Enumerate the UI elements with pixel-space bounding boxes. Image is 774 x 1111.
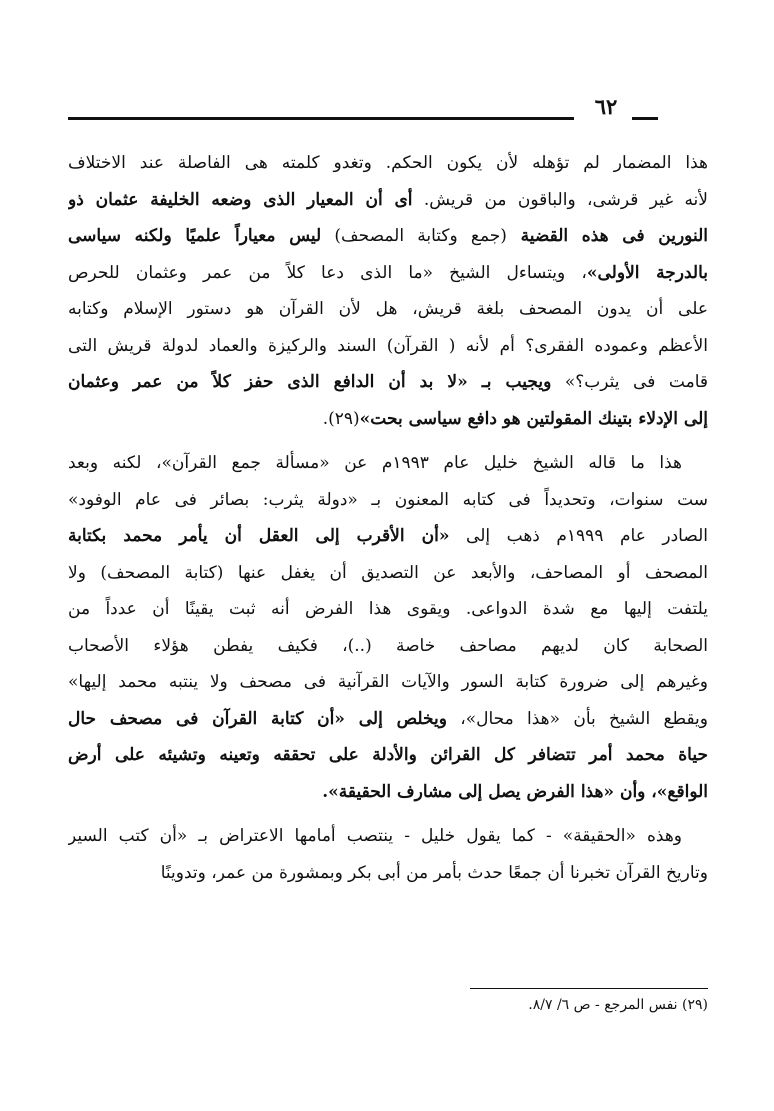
- text-line: [68, 518, 708, 555]
- text-line: [68, 328, 708, 365]
- bold-text-run: ويخلص إلى «أن كتابة القرآن فى مصحف حال: [68, 708, 447, 729]
- paragraph: [68, 818, 708, 891]
- footnote-rule: [470, 988, 708, 989]
- page-number: ٦٢: [594, 94, 618, 119]
- paragraph-gap: [68, 810, 708, 818]
- text-line: [68, 401, 708, 438]
- header-rule: [68, 117, 574, 120]
- text-run: هذا ما قاله الشيخ خليل عام ١٩٩٣م عن «مسألة جمع القرآن»، لكنه وبعد: [68, 453, 682, 473]
- text-line: [68, 591, 708, 628]
- paragraph: [68, 145, 708, 437]
- text-run: على أن يدون المصحف بلغة قريش، هل لأن القرآن هو دستور الإسلام وكتابه: [68, 299, 708, 319]
- text-line: [68, 701, 708, 738]
- text-run: الصادر عام ١٩٩٩م ذهب إلى: [449, 526, 708, 546]
- text-run: ، ويتساءل الشيخ «ما الذى دعا كلاً من عمر وعثمان للحرص: [68, 262, 587, 283]
- text-line: [68, 182, 708, 219]
- text-run: الصحابة كان لديهم مصاحف خاصة (..)، فكيف يفطن هؤلاء الأصحاب: [68, 635, 708, 656]
- text-line: [68, 482, 708, 519]
- text-line: [68, 664, 708, 701]
- bold-text-run: النورين فى هذه القضية: [506, 226, 708, 246]
- text-line: [68, 555, 708, 592]
- text-line: [68, 255, 708, 292]
- text-line: [68, 818, 708, 855]
- text-line: [68, 364, 708, 401]
- bold-text-run: «أن الأقرب إلى العقل أن يأمر محمد بكتابة: [68, 526, 450, 546]
- header-rule-short: [632, 117, 658, 120]
- text-run: (جمع وكتابة المصحف): [321, 226, 507, 246]
- text-run: المصحف أو المصاحف، والأبعد عن التصديق أن يغفل عنها (كتابة المصحف) ولا: [68, 562, 708, 583]
- text-run: قامت فى يثرب؟»: [551, 372, 708, 392]
- body-text: [68, 145, 708, 891]
- text-run: الأعظم وعموده الفقرى؟ أم لأنه ( القرآن) السند والركيزة والعماد لدولة قريش التى: [68, 335, 708, 356]
- bold-text-run: بالدرجة الأولى»: [586, 262, 708, 283]
- text-run: ويقطع الشيخ بأن «هذا محال»،: [446, 708, 708, 729]
- text-run: لأنه غير قرشى، والباقون من قريش.: [412, 189, 708, 210]
- bold-text-run: حياة محمد أمر تتضافر كل القرائن والأدلة على تحققه وتعينه وتشيئه على أرض: [68, 745, 708, 765]
- text-line: [68, 145, 708, 182]
- text-run: وتاريخ القرآن تخبرنا أن جمعًا حدث بأمر من أبى بكر وبمشورة من عمر، وتدوينًا: [160, 862, 708, 883]
- text-line: [68, 291, 708, 328]
- text-run: (٢٩).: [322, 408, 360, 429]
- text-line: [68, 774, 708, 811]
- text-run: وغيرهم إلى ضرورة كتابة السور والآيات القرآنية فى مصحف ولا ينتبه محمد إليها»: [68, 672, 708, 692]
- paragraph-gap: [68, 437, 708, 445]
- bold-text-run: أى أن المعيار الذى وضعه الخليفة عثمان ذو: [68, 189, 413, 210]
- footnote: (٢٩) نفس المرجع - ص ٦/ ٨/٧.: [528, 997, 708, 1013]
- text-line: [68, 855, 708, 892]
- text-run: وهذه «الحقيقة» - كما يقول خليل - ينتصب أمامها الاعتراض بـ «أن كتب السير: [68, 826, 682, 846]
- text-line: [68, 218, 708, 255]
- bold-text-run: ليس معياراً علميًا ولكنه سياسى: [68, 226, 322, 246]
- text-run: يلتفت إليها مع شدة الدواعى. ويقوى هذا الفرض أنه ثبت يقينًا أن عدداً من: [68, 599, 708, 619]
- bold-text-run: الواقع»، وأن «هذا الفرض يصل إلى مشارف الحقيقة».: [322, 781, 708, 802]
- paragraph: [68, 445, 708, 810]
- text-run: هذا المضمار لم تؤهله لأن يكون الحكم. وتغدو كلمته هى الفاصلة عند الاختلاف: [68, 153, 708, 173]
- bold-text-run: ويجيب بـ «لا بد أن الدافع الذى حفز كلاً من عمر وعثمان: [68, 372, 552, 392]
- bold-text-run: إلى الإدلاء بتينك المقولتين هو دافع سياسى بحت»: [359, 408, 708, 429]
- text-line: [68, 445, 708, 482]
- text-line: [68, 737, 708, 774]
- text-line: [68, 628, 708, 665]
- text-run: ست سنوات، وتحديداً فى كتابه المعنون بـ «دولة يثرب: بصائر فى عام الوفود»: [68, 489, 708, 510]
